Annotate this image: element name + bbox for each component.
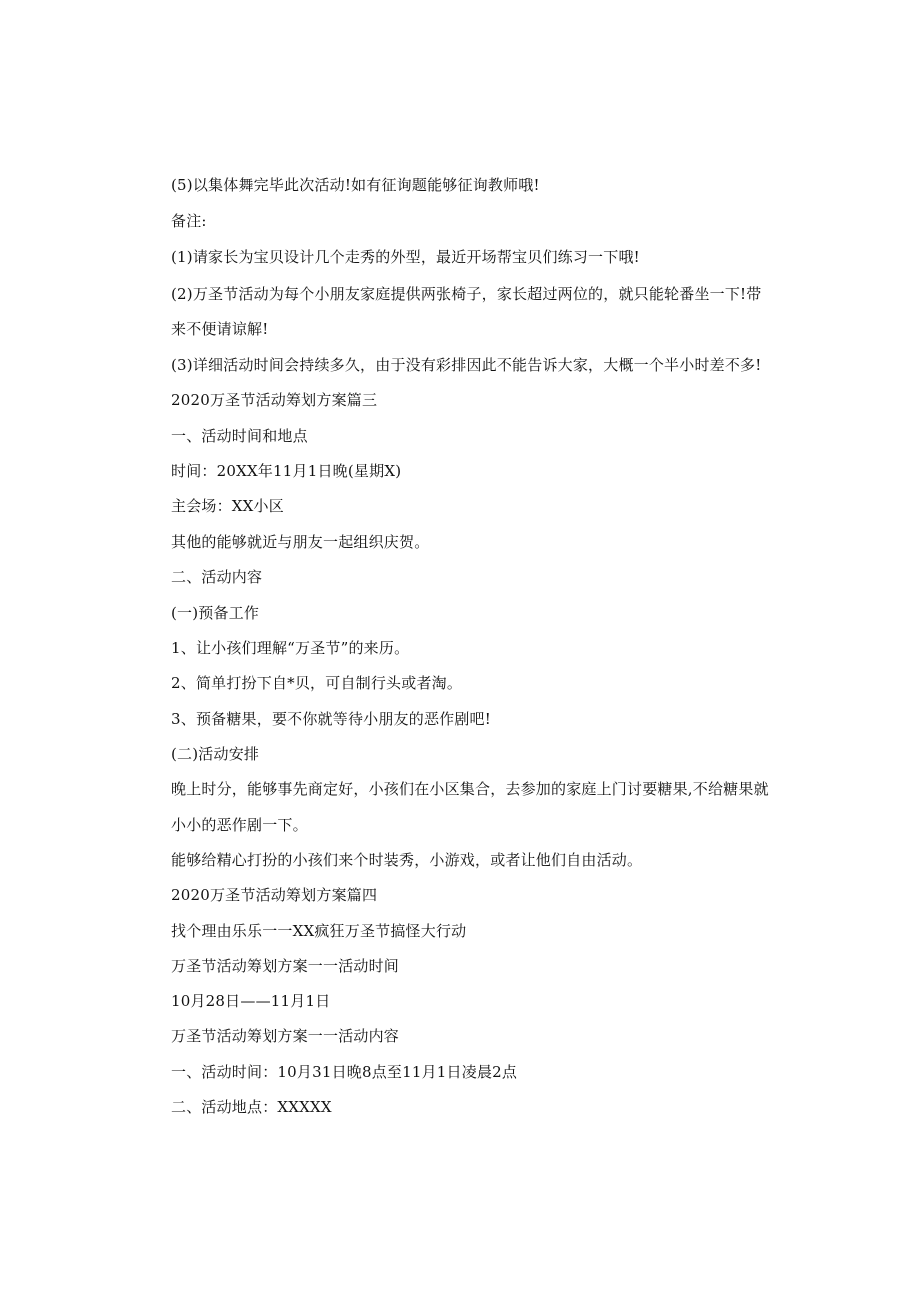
paragraph-event-name: 找个理由乐乐一一XX疯狂万圣节搞怪大行动 bbox=[171, 922, 467, 940]
subheading-time-place: 一、活动时间和地点 bbox=[171, 427, 308, 445]
subheading-preparation: (一)预备工作 bbox=[171, 604, 260, 622]
list-item-3: 3、预备糖果，要不你就等待小朋友的恶作剧吧! bbox=[171, 710, 491, 728]
section-heading-plan-3: 2020万圣节活动筹划方案篇三 bbox=[171, 391, 378, 409]
note-2-line-1: (2)万圣节活动为每个小朋友家庭提供两张椅子，家长超过两位的，就只能轮番坐一下!带 bbox=[171, 285, 762, 303]
paragraph-event-hours: 一、活动时间：10月31日晚8点至11月1日凌晨2点 bbox=[171, 1063, 518, 1081]
paragraph-fashion-show: 能够给精心打扮的小孩们来个时装秀，小游戏，或者让他们自由活动。 bbox=[171, 851, 643, 869]
paragraph-event-place: 二、活动地点：XXXXX bbox=[171, 1098, 332, 1116]
note-1: (1)请家长为宝贝设计几个走秀的外型，最近开场帮宝贝们练习一下哦! bbox=[171, 248, 640, 266]
paragraph-evening-line-2: 小小的恶作剧一下。 bbox=[171, 816, 308, 834]
paragraph-others: 其他的能够就近与朋友一起组织庆贺。 bbox=[171, 533, 430, 551]
subheading-arrangement: (二)活动安排 bbox=[171, 745, 260, 763]
paragraph-time: 时间：20XX年11月1日晚(星期X) bbox=[171, 462, 402, 480]
subheading-content: 二、活动内容 bbox=[171, 568, 263, 586]
paragraph-activity-5: (5)以集体舞完毕此次活动!如有征询题能够征询教师哦! bbox=[171, 176, 540, 194]
paragraph-date-range: 10月28日——11月1日 bbox=[171, 992, 331, 1010]
subheading-event-time: 万圣节活动筹划方案一一活动时间 bbox=[171, 957, 400, 975]
notes-heading: 备注: bbox=[171, 212, 207, 230]
note-3: (3)详细活动时间会持续多久，由于没有彩排因此不能告诉大家，大概一个半小时差不多! bbox=[171, 356, 762, 374]
note-2-line-2: 来不便请谅解! bbox=[171, 320, 269, 338]
paragraph-venue: 主会场：XX小区 bbox=[171, 497, 284, 515]
list-item-1: 1、让小孩们理解“万圣节”的来历。 bbox=[171, 639, 410, 657]
subheading-event-content: 万圣节活动筹划方案一一活动内容 bbox=[171, 1027, 400, 1045]
paragraph-evening-line-1: 晚上时分，能够事先商定好，小孩们在小区集合，去参加的家庭上门讨要糖果,不给糖果就 bbox=[171, 780, 769, 798]
section-heading-plan-4: 2020万圣节活动筹划方案篇四 bbox=[171, 886, 378, 904]
list-item-2: 2、简单打扮下自*贝，可自制行头或者淘。 bbox=[171, 674, 463, 692]
